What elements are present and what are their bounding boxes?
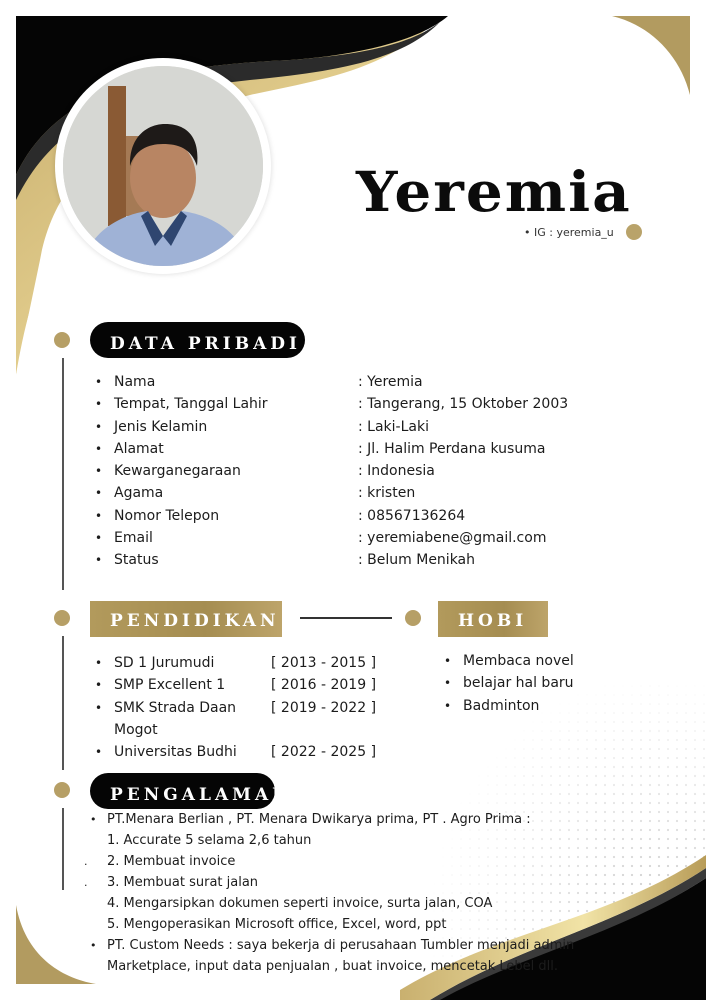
- hobby-list: [444, 650, 574, 717]
- person-photo-icon: [63, 66, 263, 266]
- experience-task: 1. Accurate 5 selama 2,6 tahun: [107, 833, 312, 848]
- personal-value: : Indonesia: [358, 463, 435, 480]
- hobby-item: • belajar hal baru: [444, 672, 574, 694]
- section-header-education: PENDIDIKAN: [90, 601, 282, 637]
- education-school: SMK Strada Daan: [114, 699, 237, 716]
- profile-photo: [63, 66, 263, 266]
- personal-label: • Status: [95, 549, 268, 571]
- education-year: [ 2016 - 2019 ]: [271, 677, 377, 694]
- timeline-line: [62, 636, 64, 770]
- personal-value: : Belum Menikah: [358, 552, 476, 569]
- experience-task-text: 3. Membuat surat jalan: [107, 875, 259, 890]
- personal-label: • Alamat: [95, 438, 268, 460]
- timeline-dot-personal: [54, 332, 70, 348]
- education-list: [95, 652, 237, 763]
- connector-line: [300, 617, 392, 619]
- experience-company: • PT. Custom Needs : saya bekerja di perusahaan Tumbler menjadi admin: [90, 935, 570, 956]
- timeline-dot-experience: [54, 782, 70, 798]
- experience-company: • PT.Menara Berlian , PT. Menara Dwikarya prima, PT . Agro Prima :: [90, 809, 570, 830]
- timeline-line: [62, 358, 64, 590]
- personal-value: : Tangerang, 15 Oktober 2003: [358, 396, 569, 413]
- personal-value: : kristen: [358, 485, 416, 502]
- instagram-text: IG : yeremia_u: [534, 226, 614, 239]
- experience-task: 5. Mengoperasikan Microsoft office, Excel, word, ppt: [107, 917, 447, 932]
- personal-label: • Tempat, Tanggal Lahir: [95, 393, 268, 415]
- education-item: [95, 697, 237, 742]
- instagram-handle: • IG : yeremia_u: [524, 226, 614, 239]
- section-header-personal: DATA PRIBADI: [90, 322, 305, 358]
- personal-value: : Jl. Halim Perdana kusuma: [358, 440, 546, 457]
- personal-label: • Email: [95, 527, 268, 549]
- education-year: [ 2022 - 2025 ]: [271, 744, 377, 761]
- personal-label: • Kewarganegaraan: [95, 460, 268, 482]
- profile-photo-frame: [55, 58, 271, 274]
- personal-labels-list: [95, 371, 268, 572]
- stray-dot: .: [84, 876, 88, 889]
- education-item: • SD 1 Jurumudi: [95, 652, 237, 674]
- hobby-item: • Membaca novel: [444, 650, 574, 672]
- hobby-item: • Badminton: [444, 695, 574, 717]
- education-item: • SMP Excellent 1: [95, 674, 237, 696]
- personal-value: : Laki-Laki: [358, 418, 429, 435]
- personal-label: • Nomor Telepon: [95, 505, 268, 527]
- personal-value: : 08567136264: [358, 507, 466, 524]
- candidate-name: Yeremia: [356, 159, 632, 225]
- education-item: • Universitas Budhi: [95, 741, 237, 763]
- experience-task-text: 2. Membuat invoice: [107, 854, 236, 869]
- education-years: [271, 652, 376, 763]
- experience-description: Marketplace, input data penjualan , buat invoice, mencetak Lebel dll.: [107, 959, 559, 974]
- education-school-cont: Mogot: [114, 721, 158, 738]
- education-year: [ 2019 - 2022 ]: [271, 699, 377, 716]
- spacer: [271, 719, 376, 741]
- personal-label: • Jenis Kelamin: [95, 416, 268, 438]
- section-header-hobby: HOBI: [438, 601, 548, 637]
- experience-task: [84, 872, 570, 893]
- experience-list: [84, 809, 575, 977]
- education-year: [ 2013 - 2015 ]: [271, 655, 377, 671]
- experience-task: 4. Mengarsipkan dokumen seperti invoice, surta jalan, COA: [107, 896, 493, 911]
- timeline-line: [62, 808, 64, 890]
- experience-task: [84, 851, 570, 872]
- section-header-experience: PENGALAMAN: [90, 773, 275, 809]
- personal-label: • Nama: [95, 371, 268, 393]
- stray-dot: .: [84, 855, 88, 868]
- timeline-dot-hobby: [405, 610, 421, 626]
- decorative-dot: [626, 224, 642, 240]
- personal-values-list: [358, 371, 568, 572]
- personal-value: : Yeremia: [358, 374, 423, 390]
- personal-value: : yeremiabene@gmail.com: [358, 530, 547, 547]
- personal-label: • Agama: [95, 482, 268, 504]
- timeline-dot-education: [54, 610, 70, 626]
